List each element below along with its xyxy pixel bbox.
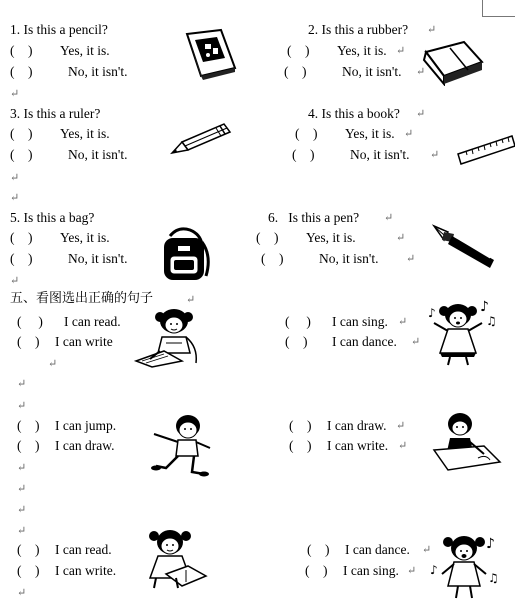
answer-yes: Yes, it is. (60, 230, 110, 245)
paragraph-mark: ↵ (398, 440, 408, 452)
paragraph-mark: ↵ (398, 316, 408, 328)
answer-bracket[interactable]: ( ) (10, 251, 33, 266)
fountain-pen-icon (430, 222, 500, 272)
girl-writing-icon (134, 307, 210, 369)
answer-bracket[interactable]: ( ) (17, 542, 40, 557)
paragraph-mark: ↵ (396, 45, 406, 57)
answer-bracket[interactable]: ( ) (292, 147, 315, 162)
paragraph-mark: ↵ (396, 420, 406, 432)
sentence-b: I can write (55, 334, 113, 349)
paragraph-mark: ↵ (404, 128, 414, 140)
paragraph-mark: ↵ (422, 544, 432, 556)
answer-no: No, it isn't. (68, 64, 128, 79)
paragraph-mark: ↵ (416, 108, 426, 120)
answer-yes: Yes, it is. (337, 43, 387, 58)
section-5-heading: 五、看图选出正确的句子 (10, 291, 154, 306)
paragraph-mark: ↵ (407, 565, 417, 577)
paragraph-mark: ↵ (10, 275, 20, 287)
answer-bracket[interactable]: ( ) (261, 251, 284, 266)
paragraph-mark: ↵ (10, 172, 20, 184)
eraser-icon (420, 38, 486, 86)
paragraph-mark: ↵ (406, 253, 416, 265)
paragraph-mark: ↵ (427, 24, 437, 36)
paragraph-mark: ↵ (17, 483, 27, 495)
sentence-a: I can sing. (332, 314, 388, 329)
sentence-b: I can sing. (343, 563, 399, 578)
answer-bracket[interactable]: ( ) (10, 43, 33, 58)
answer-bracket[interactable]: ( ) (17, 418, 40, 433)
answer-bracket[interactable]: ( ) (285, 334, 308, 349)
answer-bracket[interactable]: ( ) (307, 542, 330, 557)
answer-bracket[interactable]: ( ) (17, 314, 43, 329)
girl-drawing-icon (430, 410, 504, 474)
answer-bracket[interactable]: ( ) (17, 563, 40, 578)
sentence-a: I can dance. (345, 542, 410, 557)
paragraph-mark: ↵ (10, 192, 20, 204)
sentence-b: I can write. (327, 438, 389, 453)
book-icon (183, 28, 239, 80)
sentence-b: I can draw. (55, 438, 115, 453)
svg-text:♪: ♪ (486, 536, 495, 552)
answer-yes: Yes, it is. (306, 230, 356, 245)
girl-singing-icon (422, 297, 500, 369)
question-4: 4. Is this a book? (308, 106, 400, 121)
paragraph-mark: ↵ (384, 212, 394, 224)
question-1: 1. Is this a pencil? (10, 22, 108, 37)
sentence-a: I can draw. (327, 418, 387, 433)
answer-no: No, it isn't. (342, 64, 402, 79)
answer-bracket[interactable]: ( ) (285, 314, 311, 329)
answer-bracket[interactable]: ( ) (10, 147, 33, 162)
paragraph-mark: ↵ (17, 400, 27, 412)
paragraph-mark: ↵ (396, 232, 406, 244)
paragraph-mark: ↵ (17, 462, 27, 474)
paragraph-mark: ↵ (17, 504, 27, 516)
paragraph-mark: ↵ (17, 525, 27, 537)
answer-no: No, it isn't. (68, 251, 128, 266)
answer-bracket[interactable]: ( ) (10, 126, 33, 141)
svg-text:♪: ♪ (428, 306, 436, 320)
answer-yes: Yes, it is. (60, 43, 110, 58)
boy-jumping-icon (148, 412, 216, 478)
answer-bracket[interactable]: ( ) (17, 438, 40, 453)
question-6: 6. Is this a pen? (268, 210, 360, 225)
answer-no: No, it isn't. (319, 251, 379, 266)
question-5: 5. Is this a bag? (10, 210, 95, 225)
answer-bracket[interactable]: ( ) (17, 334, 40, 349)
paragraph-mark: ↵ (17, 587, 27, 599)
answer-yes: Yes, it is. (345, 126, 395, 141)
schoolbag-icon (156, 226, 212, 284)
svg-text:♪: ♪ (480, 299, 489, 315)
answer-no: No, it isn't. (68, 147, 128, 162)
answer-bracket[interactable]: ( ) (10, 230, 33, 245)
pencil-icon (170, 120, 232, 156)
paragraph-mark: ↵ (10, 88, 20, 100)
svg-text:♪: ♪ (430, 563, 438, 577)
answer-bracket[interactable]: ( ) (295, 126, 318, 141)
answer-bracket[interactable]: ( ) (10, 64, 33, 79)
sentence-a: I can read. (55, 542, 112, 557)
paragraph-mark: ↵ (430, 149, 440, 161)
sentence-a: I can read. (64, 314, 121, 329)
ruler-icon (456, 132, 515, 170)
question-3: 3. Is this a ruler? (10, 106, 101, 121)
sentence-b: I can write. (55, 563, 117, 578)
girl-reading-icon (136, 526, 210, 592)
answer-no: No, it isn't. (350, 147, 410, 162)
paragraph-mark: ↵ (411, 336, 421, 348)
paragraph-mark: ↵ (416, 66, 426, 78)
girl-singing-icon (428, 530, 504, 604)
paragraph-mark: ↵ (48, 358, 58, 370)
answer-bracket[interactable]: ( ) (305, 563, 328, 578)
svg-text:♫: ♫ (486, 314, 497, 328)
answer-yes: Yes, it is. (60, 126, 110, 141)
paragraph-mark: ↵ (186, 294, 196, 306)
answer-bracket[interactable]: ( ) (289, 418, 312, 433)
answer-bracket[interactable]: ( ) (256, 230, 279, 245)
answer-bracket[interactable]: ( ) (284, 64, 307, 79)
paragraph-mark: ↵ (17, 378, 27, 390)
question-2: 2. Is this a rubber? (308, 22, 409, 37)
page-corner-mark (482, 0, 515, 17)
answer-bracket[interactable]: ( ) (289, 438, 312, 453)
svg-text:♫: ♫ (488, 571, 499, 585)
answer-bracket[interactable]: ( ) (287, 43, 310, 58)
sentence-b: I can dance. (332, 334, 397, 349)
sentence-a: I can jump. (55, 418, 117, 433)
